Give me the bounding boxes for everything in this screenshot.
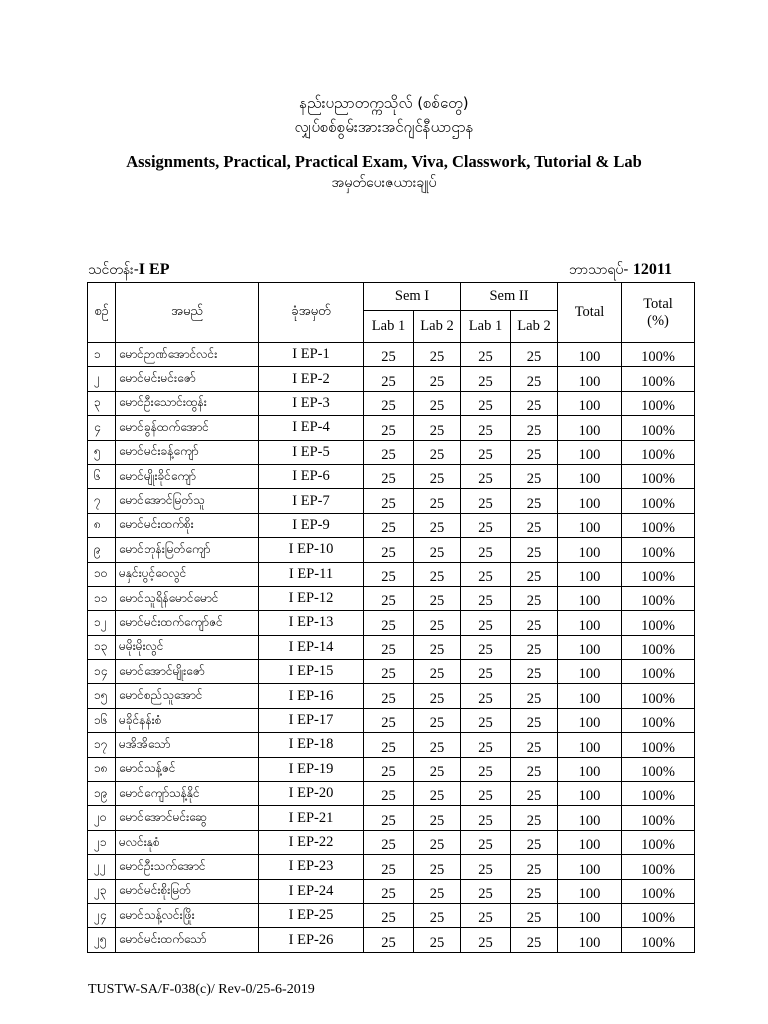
row-no: ၁၈	[88, 757, 116, 781]
sem2-lab2-mark: 25	[511, 806, 558, 830]
sem2-lab1-mark: 25	[461, 513, 511, 537]
roll-number: I EP-25	[259, 903, 364, 927]
row-no: ၁၃	[88, 635, 116, 659]
row-no: ၂၂	[88, 855, 116, 879]
sem2-lab1-mark: 25	[461, 684, 511, 708]
total-percent: 100%	[622, 855, 695, 879]
student-name: မောင်အောင်မင်းဆွေ	[116, 806, 259, 830]
total-mark: 100	[558, 830, 622, 854]
sem1-lab2-mark: 25	[414, 684, 461, 708]
student-name: မောင်မျိုးခိုင်ကျော်	[116, 464, 259, 488]
sem2-lab2-mark: 25	[511, 367, 558, 391]
sem1-lab1-mark: 25	[364, 562, 414, 586]
sem1-lab1-mark: 25	[364, 513, 414, 537]
sem2-lab2-mark: 25	[511, 416, 558, 440]
sem2-lab1-mark: 25	[461, 830, 511, 854]
table-row	[88, 343, 695, 367]
table-row	[88, 757, 695, 781]
total-mark: 100	[558, 708, 622, 732]
sem1-lab2-mark: 25	[414, 806, 461, 830]
total-percent: 100%	[622, 343, 695, 367]
student-name: မောင်အောင်မြတ်သူ	[116, 489, 259, 513]
table-row	[88, 879, 695, 903]
sem1-lab1-mark: 25	[364, 830, 414, 854]
sem2-lab2-mark: 25	[511, 513, 558, 537]
header-sem1-lab1: Lab 1	[364, 311, 414, 343]
sem2-lab1-mark: 25	[461, 464, 511, 488]
roll-number: I EP-6	[259, 464, 364, 488]
header-roll: ခုံအမှတ်	[259, 283, 364, 343]
table-row	[88, 538, 695, 562]
header-total: Total	[558, 283, 622, 343]
roll-number: I EP-2	[259, 367, 364, 391]
student-name: မလင်းနုစံ	[116, 830, 259, 854]
total-percent: 100%	[622, 684, 695, 708]
sem2-lab1-mark: 25	[461, 440, 511, 464]
sem1-lab2-mark: 25	[414, 903, 461, 927]
row-no: ၂၄	[88, 903, 116, 927]
sem1-lab2-mark: 25	[414, 879, 461, 903]
sem1-lab2-mark: 25	[414, 343, 461, 367]
row-no: ၄	[88, 416, 116, 440]
roll-number: I EP-18	[259, 733, 364, 757]
course-info	[569, 260, 672, 281]
sem1-lab2-mark: 25	[414, 660, 461, 684]
row-no: ၆	[88, 464, 116, 488]
total-mark: 100	[558, 855, 622, 879]
row-no: ၁၁	[88, 586, 116, 610]
row-no: ၂	[88, 367, 116, 391]
roll-number: I EP-21	[259, 806, 364, 830]
header-name: အမည်	[116, 283, 259, 343]
sem1-lab2-mark: 25	[414, 586, 461, 610]
total-percent: 100%	[622, 416, 695, 440]
sem1-lab2-mark: 25	[414, 757, 461, 781]
roll-number: I EP-14	[259, 635, 364, 659]
sem2-lab2-mark: 25	[511, 343, 558, 367]
row-no: ၂၁	[88, 830, 116, 854]
sem2-lab2-mark: 25	[511, 440, 558, 464]
document-title: Assignments, Practical, Practical Exam, Viva, Classwork, Tutorial & Lab	[126, 152, 642, 171]
institution-name: နည်းပညာတက္ကသိုလ် (စစ်တွေ)	[299, 94, 469, 112]
sem1-lab1-mark: 25	[364, 611, 414, 635]
sem2-lab2-mark: 25	[511, 635, 558, 659]
header-sem1: Sem I	[364, 283, 461, 311]
total-mark: 100	[558, 806, 622, 830]
student-name: မောင်ကျော်သန့်နိုင်	[116, 782, 259, 806]
roll-number: I EP-16	[259, 684, 364, 708]
total-percent: 100%	[622, 757, 695, 781]
row-no: ၅	[88, 440, 116, 464]
table-row	[88, 855, 695, 879]
total-percent: 100%	[622, 367, 695, 391]
student-name: မအိအိသော်	[116, 733, 259, 757]
total-percent: 100%	[622, 928, 695, 952]
course-value: 12011	[632, 261, 672, 278]
course-label: ဘာသာရပ်-	[568, 262, 629, 278]
sem1-lab2-mark: 25	[414, 464, 461, 488]
roll-number: I EP-1	[259, 343, 364, 367]
sem2-lab1-mark: 25	[461, 367, 511, 391]
student-name: မမိုးမိုးလွင်	[116, 635, 259, 659]
sem2-lab2-mark: 25	[511, 464, 558, 488]
sem2-lab1-mark: 25	[461, 562, 511, 586]
sem2-lab2-mark: 25	[511, 879, 558, 903]
sem1-lab1-mark: 25	[364, 660, 414, 684]
sem2-lab2-mark: 25	[511, 733, 558, 757]
sem1-lab1-mark: 25	[364, 391, 414, 415]
roll-number: I EP-22	[259, 830, 364, 854]
row-no: ၁၀	[88, 562, 116, 586]
sem2-lab2-mark: 25	[511, 586, 558, 610]
table-row	[88, 806, 695, 830]
student-name: မခိုင်နန်းစံ	[116, 708, 259, 732]
roll-number: I EP-5	[259, 440, 364, 464]
total-mark: 100	[558, 928, 622, 952]
sem1-lab2-mark: 25	[414, 391, 461, 415]
total-mark: 100	[558, 489, 622, 513]
total-mark: 100	[558, 586, 622, 610]
student-name: မောင်စည်သူအောင်	[116, 684, 259, 708]
roll-number: I EP-15	[259, 660, 364, 684]
table-row	[88, 611, 695, 635]
total-percent: 100%	[622, 782, 695, 806]
sem2-lab2-mark: 25	[511, 782, 558, 806]
table-row	[88, 635, 695, 659]
sem2-lab2-mark: 25	[511, 611, 558, 635]
student-name: မောင်မင်းခန့်ကျော်	[116, 440, 259, 464]
row-no: ၂၅	[88, 928, 116, 952]
sem2-lab1-mark: 25	[461, 806, 511, 830]
roll-number: I EP-17	[259, 708, 364, 732]
sem2-lab2-mark: 25	[511, 830, 558, 854]
sem1-lab2-mark: 25	[414, 830, 461, 854]
sem1-lab1-mark: 25	[364, 806, 414, 830]
table-row	[88, 367, 695, 391]
total-percent: 100%	[622, 806, 695, 830]
sem2-lab1-mark: 25	[461, 928, 511, 952]
total-mark: 100	[558, 440, 622, 464]
sem1-lab1-mark: 25	[364, 928, 414, 952]
row-no: ၃	[88, 391, 116, 415]
total-percent: 100%	[622, 635, 695, 659]
roll-number: I EP-11	[259, 562, 364, 586]
student-name: မောင်မင်းထက်ကျော်ဇင်	[116, 611, 259, 635]
roll-number: I EP-7	[259, 489, 364, 513]
sem2-lab2-mark: 25	[511, 928, 558, 952]
sem1-lab1-mark: 25	[364, 879, 414, 903]
total-percent: 100%	[622, 464, 695, 488]
table-row	[88, 708, 695, 732]
sem1-lab1-mark: 25	[364, 782, 414, 806]
sem1-lab1-mark: 25	[364, 586, 414, 610]
marks-table	[87, 282, 695, 953]
sem1-lab2-mark: 25	[414, 513, 461, 537]
total-percent: 100%	[622, 903, 695, 927]
total-mark: 100	[558, 757, 622, 781]
marks-table-body	[88, 343, 695, 953]
sem1-lab1-mark: 25	[364, 367, 414, 391]
student-name: မောင်ခွန်ထက်အောင်	[116, 416, 259, 440]
student-name: မောင်မင်းထက်သော်	[116, 928, 259, 952]
total-percent: 100%	[622, 440, 695, 464]
sem2-lab1-mark: 25	[461, 416, 511, 440]
sem1-lab1-mark: 25	[364, 635, 414, 659]
table-row	[88, 416, 695, 440]
sem1-lab2-mark: 25	[414, 538, 461, 562]
sem2-lab2-mark: 25	[511, 855, 558, 879]
roll-number: I EP-9	[259, 513, 364, 537]
sem2-lab2-mark: 25	[511, 660, 558, 684]
total-mark: 100	[558, 343, 622, 367]
total-percent: 100%	[622, 562, 695, 586]
header-sem2-lab1: Lab 1	[461, 311, 511, 343]
sem2-lab2-mark: 25	[511, 708, 558, 732]
row-no: ၉	[88, 538, 116, 562]
table-row	[88, 586, 695, 610]
sem2-lab1-mark: 25	[461, 733, 511, 757]
total-mark: 100	[558, 562, 622, 586]
sem1-lab2-mark: 25	[414, 611, 461, 635]
sem2-lab1-mark: 25	[461, 538, 511, 562]
sem2-lab1-mark: 25	[461, 660, 511, 684]
student-name: မောင်မင်းမင်းဇော်	[116, 367, 259, 391]
sem2-lab1-mark: 25	[461, 879, 511, 903]
sem1-lab1-mark: 25	[364, 489, 414, 513]
sem1-lab1-mark: 25	[364, 684, 414, 708]
student-name: မောင်သန့်ဇင်	[116, 757, 259, 781]
table-row	[88, 562, 695, 586]
table-row	[88, 903, 695, 927]
student-name: မောင်ဦးသောင်းထွန်း	[116, 391, 259, 415]
student-name: မောင်မင်းစိုးမြတ်	[116, 879, 259, 903]
student-name: မနှင်းပွင့်ဝေလွင်	[116, 562, 259, 586]
total-percent: 100%	[622, 830, 695, 854]
sem1-lab2-mark: 25	[414, 733, 461, 757]
student-name: မောင်သန့်လင်းဖြိုး	[116, 903, 259, 927]
total-percent: 100%	[622, 513, 695, 537]
total-mark: 100	[558, 879, 622, 903]
total-percent: 100%	[622, 538, 695, 562]
row-no: ၁	[88, 343, 116, 367]
sem1-lab1-mark: 25	[364, 440, 414, 464]
roll-number: I EP-4	[259, 416, 364, 440]
table-row	[88, 928, 695, 952]
row-no: ၁၇	[88, 733, 116, 757]
class-info	[88, 260, 169, 281]
class-label: သင်တန်း-	[88, 262, 139, 278]
roll-number: I EP-20	[259, 782, 364, 806]
total-percent: 100%	[622, 708, 695, 732]
table-row	[88, 660, 695, 684]
row-no: ၁၂	[88, 611, 116, 635]
table-row	[88, 464, 695, 488]
row-no: ၂၃	[88, 879, 116, 903]
sem2-lab2-mark: 25	[511, 903, 558, 927]
sem2-lab2-mark: 25	[511, 538, 558, 562]
roll-number: I EP-13	[259, 611, 364, 635]
roll-number: I EP-24	[259, 879, 364, 903]
sem2-lab2-mark: 25	[511, 757, 558, 781]
row-no: ၁၅	[88, 684, 116, 708]
sem2-lab2-mark: 25	[511, 562, 558, 586]
header-total-pct: Total (%)	[622, 283, 695, 343]
total-mark: 100	[558, 513, 622, 537]
roll-number: I EP-3	[259, 391, 364, 415]
total-percent: 100%	[622, 733, 695, 757]
total-percent: 100%	[622, 611, 695, 635]
table-row	[88, 391, 695, 415]
sem1-lab1-mark: 25	[364, 343, 414, 367]
table-row	[88, 733, 695, 757]
table-row	[88, 489, 695, 513]
sem2-lab1-mark: 25	[461, 903, 511, 927]
total-mark: 100	[558, 538, 622, 562]
row-no: ၈	[88, 513, 116, 537]
table-row	[88, 440, 695, 464]
total-mark: 100	[558, 903, 622, 927]
sem1-lab1-mark: 25	[364, 708, 414, 732]
sem1-lab2-mark: 25	[414, 708, 461, 732]
row-no: ၁၄	[88, 660, 116, 684]
sem2-lab1-mark: 25	[461, 391, 511, 415]
sem1-lab2-mark: 25	[414, 928, 461, 952]
sem1-lab2-mark: 25	[414, 440, 461, 464]
table-row	[88, 513, 695, 537]
sem1-lab1-mark: 25	[364, 903, 414, 927]
row-no: ၂၀	[88, 806, 116, 830]
total-mark: 100	[558, 464, 622, 488]
sem1-lab2-mark: 25	[414, 855, 461, 879]
student-name: မောင်ဉာဏ်အောင်လင်း	[116, 343, 259, 367]
sem2-lab1-mark: 25	[461, 757, 511, 781]
sem2-lab2-mark: 25	[511, 391, 558, 415]
sem1-lab2-mark: 25	[414, 367, 461, 391]
table-row	[88, 830, 695, 854]
department-name: လျှပ်စစ်စွမ်းအားအင်ဂျင်နီယာဌာန	[294, 118, 474, 136]
header-no: စဉ်	[88, 283, 116, 343]
sem2-lab2-mark: 25	[511, 489, 558, 513]
student-name: မောင်ဦးသက်အောင်	[116, 855, 259, 879]
sem1-lab1-mark: 25	[364, 538, 414, 562]
sem2-lab1-mark: 25	[461, 586, 511, 610]
total-mark: 100	[558, 367, 622, 391]
header-sem2-lab2: Lab 2	[511, 311, 558, 343]
sem2-lab1-mark: 25	[461, 635, 511, 659]
total-percent: 100%	[622, 489, 695, 513]
total-mark: 100	[558, 391, 622, 415]
sem2-lab1-mark: 25	[461, 708, 511, 732]
sem1-lab2-mark: 25	[414, 562, 461, 586]
total-percent: 100%	[622, 879, 695, 903]
total-mark: 100	[558, 660, 622, 684]
sem1-lab2-mark: 25	[414, 635, 461, 659]
sem2-lab1-mark: 25	[461, 489, 511, 513]
roll-number: I EP-23	[259, 855, 364, 879]
sem1-lab2-mark: 25	[414, 782, 461, 806]
roll-number: I EP-26	[259, 928, 364, 952]
row-no: ၁၉	[88, 782, 116, 806]
total-mark: 100	[558, 733, 622, 757]
student-name: မောင်အောင်မျိုးဇော်	[116, 660, 259, 684]
row-no: ၁၆	[88, 708, 116, 732]
student-name: မောင်မင်းထက်စိုး	[116, 513, 259, 537]
table-row	[88, 782, 695, 806]
sem2-lab2-mark: 25	[511, 684, 558, 708]
header-sem1-lab2: Lab 2	[414, 311, 461, 343]
sem1-lab2-mark: 25	[414, 489, 461, 513]
sem1-lab1-mark: 25	[364, 464, 414, 488]
student-name: မောင်သူရိန်မောင်မောင်	[116, 586, 259, 610]
sem1-lab1-mark: 25	[364, 757, 414, 781]
form-code: TUSTW-SA/F-038(c)/ Rev-0/25-6-2019	[88, 982, 315, 997]
roll-number: I EP-12	[259, 586, 364, 610]
class-value: I EP	[138, 261, 170, 278]
sem2-lab1-mark: 25	[461, 782, 511, 806]
total-mark: 100	[558, 611, 622, 635]
sem2-lab1-mark: 25	[461, 343, 511, 367]
student-name: မောင်ဘုန်းမြတ်ကျော်	[116, 538, 259, 562]
document-subtitle: အမှတ်ပေးဇယားချုပ်	[331, 175, 437, 191]
total-mark: 100	[558, 416, 622, 440]
total-percent: 100%	[622, 391, 695, 415]
sem1-lab1-mark: 25	[364, 416, 414, 440]
table-row	[88, 684, 695, 708]
total-percent: 100%	[622, 586, 695, 610]
total-mark: 100	[558, 635, 622, 659]
roll-number: I EP-10	[259, 538, 364, 562]
row-no: ၇	[88, 489, 116, 513]
total-mark: 100	[558, 782, 622, 806]
sem1-lab1-mark: 25	[364, 733, 414, 757]
sem1-lab2-mark: 25	[414, 416, 461, 440]
sem1-lab1-mark: 25	[364, 855, 414, 879]
total-mark: 100	[558, 684, 622, 708]
total-percent: 100%	[622, 660, 695, 684]
sem2-lab1-mark: 25	[461, 611, 511, 635]
sem2-lab1-mark: 25	[461, 855, 511, 879]
roll-number: I EP-19	[259, 757, 364, 781]
header-sem2: Sem II	[461, 283, 558, 311]
